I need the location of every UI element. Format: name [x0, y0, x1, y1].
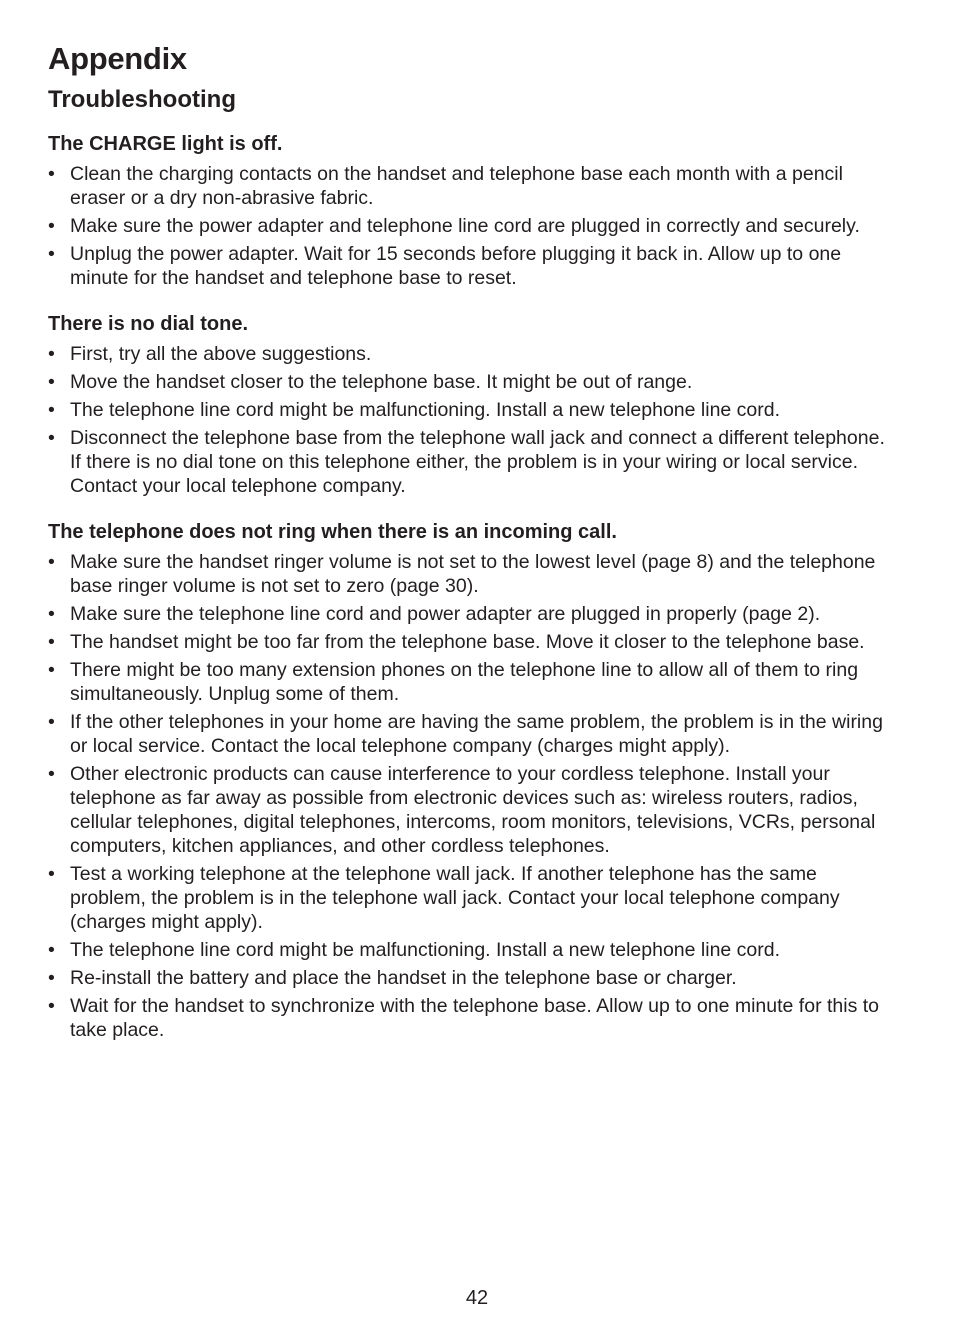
- bullet-icon: •: [48, 215, 55, 237]
- list-item-text: Other electronic products can cause interference to your cordless telephone. Install your telephone as far away as possible from electronic devices such as: wireless routers, radios, cellular telephones, digital telephones, intercoms, room monitors, televisions, VCRs, personal computers, kitchen appliances, and other cordless telephones.: [70, 763, 876, 857]
- list-item: [48, 426, 894, 498]
- list-item-text: The handset might be too far from the telephone base. Move it closer to the telephone base.: [70, 631, 865, 653]
- list-item: [48, 342, 894, 366]
- section-no-dial-tone: [48, 310, 894, 498]
- list-item-text: Disconnect the telephone base from the telephone wall jack and connect a different telephone. If there is no dial tone on this telephone either, the problem is in your wiring or local service. Contact your local telephone company.: [70, 427, 885, 497]
- list-item: [48, 994, 894, 1042]
- section-heading: The telephone does not ring when there is an incoming call.: [48, 521, 617, 543]
- section-charge-light: [48, 130, 894, 290]
- bullet-icon: •: [48, 967, 55, 989]
- list-item: [48, 214, 894, 238]
- list-item-text: First, try all the above suggestions.: [70, 343, 372, 365]
- list-item: [48, 762, 894, 858]
- bullet-list: [48, 342, 894, 498]
- bullet-icon: •: [48, 243, 55, 265]
- list-item-text: Make sure the handset ringer volume is not set to the lowest level (page 8) and the telephone base ringer volume is not set to zero (page 30).: [70, 551, 876, 597]
- list-item-text: Test a working telephone at the telephone wall jack. If another telephone has the same problem, the problem is in the telephone wall jack. Contact your local telephone company (charges might apply).: [70, 863, 840, 933]
- list-item-text: Unplug the power adapter. Wait for 15 seconds before plugging it back in. Allow up to one minute for the handset and telephone base to reset.: [70, 243, 842, 289]
- bullet-icon: •: [48, 711, 55, 733]
- list-item-text: The telephone line cord might be malfunctioning. Install a new telephone line cord.: [70, 939, 781, 961]
- section-heading: There is no dial tone.: [48, 313, 249, 335]
- list-item: [48, 966, 894, 990]
- bullet-icon: •: [48, 603, 55, 625]
- list-item: [48, 630, 894, 654]
- list-item: [48, 938, 894, 962]
- bullet-icon: •: [48, 863, 55, 885]
- section-does-not-ring: [48, 518, 894, 1042]
- bullet-icon: •: [48, 399, 55, 421]
- bullet-icon: •: [48, 995, 55, 1017]
- section-heading: The CHARGE light is off.: [48, 133, 283, 155]
- list-item: [48, 242, 894, 290]
- list-item: [48, 602, 894, 626]
- list-item: [48, 398, 894, 422]
- bullet-list: [48, 550, 894, 1042]
- page-subtitle: Troubleshooting: [48, 86, 236, 113]
- list-item-text: Wait for the handset to synchronize with the telephone base. Allow up to one minute for this to take place.: [70, 995, 880, 1041]
- list-item-text: Move the handset closer to the telephone base. It might be out of range.: [70, 371, 693, 393]
- bullet-icon: •: [48, 939, 55, 961]
- bullet-icon: •: [48, 763, 55, 785]
- bullet-icon: •: [48, 427, 55, 449]
- list-item: [48, 550, 894, 598]
- list-item-text: There might be too many extension phones on the telephone line to allow all of them to ring simultaneously. Unplug some of them.: [70, 659, 859, 705]
- page-number: 42: [465, 1287, 489, 1309]
- bullet-list: [48, 162, 894, 290]
- list-item: [48, 658, 894, 706]
- bullet-icon: •: [48, 659, 55, 681]
- bullet-icon: •: [48, 163, 55, 185]
- list-item-text: Make sure the telephone line cord and power adapter are plugged in properly (page 2).: [70, 603, 821, 625]
- list-item: [48, 710, 894, 758]
- page-title: Appendix: [48, 41, 187, 76]
- list-item-text: Clean the charging contacts on the handset and telephone base each month with a pencil eraser or a dry non-abrasive fabric.: [70, 163, 843, 209]
- list-item-text: Make sure the power adapter and telephone line cord are plugged in correctly and securely.: [70, 215, 860, 237]
- bullet-icon: •: [48, 631, 55, 653]
- list-item: [48, 370, 894, 394]
- document-page: [48, 38, 894, 1046]
- list-item-text: Re-install the battery and place the handset in the telephone base or charger.: [70, 967, 737, 989]
- list-item-text: If the other telephones in your home are having the same problem, the problem is in the wiring or local service. Contact the local telephone company (charges might apply).: [70, 711, 883, 757]
- bullet-icon: •: [48, 343, 55, 365]
- bullet-icon: •: [48, 551, 55, 573]
- bullet-icon: •: [48, 371, 55, 393]
- list-item-text: The telephone line cord might be malfunctioning. Install a new telephone line cord.: [70, 399, 781, 421]
- list-item: [48, 162, 894, 210]
- list-item: [48, 862, 894, 934]
